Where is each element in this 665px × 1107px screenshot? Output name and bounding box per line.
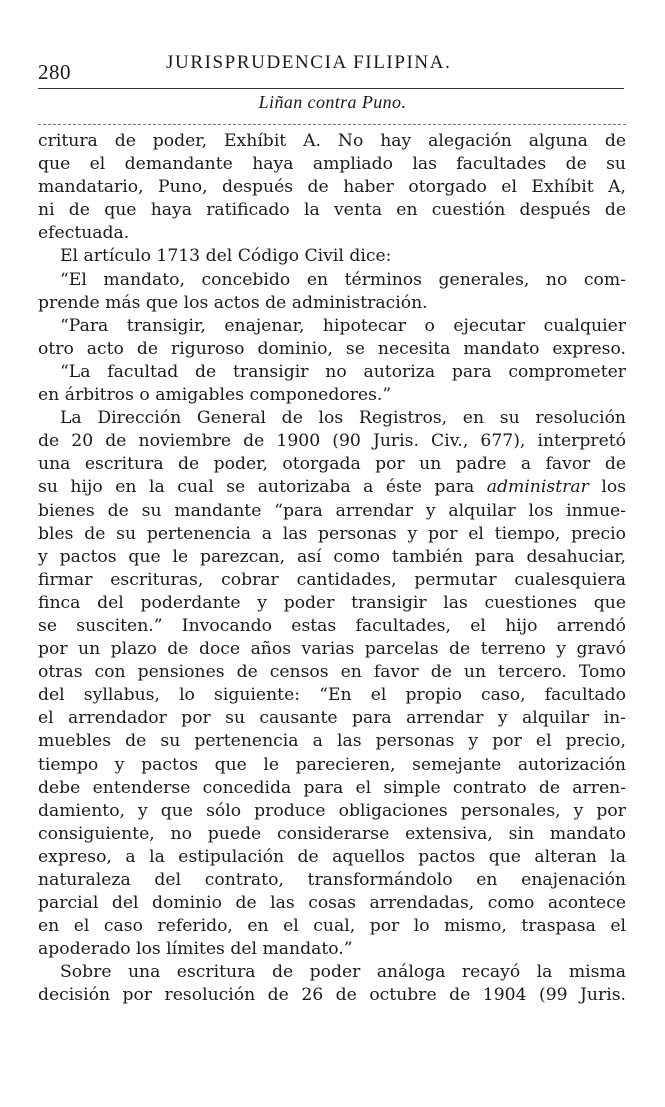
text-line: naturaleza del contrato, transformándolo en enajenación [38,870,626,890]
text-line: expreso, a la estipulación de aquellos pactos que alteran la [38,846,626,867]
text-line: decisión por resolución de 26 de octubre de 1904 (99 Juris. [38,985,626,1006]
text-line: Sobre una escritura de poder análoga recayó la misma [60,962,626,983]
text-line: del syllabus, lo siguiente: “En el propio caso, facultado [38,685,626,706]
text-line: finca del poderdante y poder transigir las cuestiones que [38,592,626,613]
text-line: en árbitros o amigables componedores.” [38,385,392,406]
text-line [38,476,626,499]
text-line: damiento, y que sólo produce obligaciones personales, y por [38,800,626,821]
text-line: otras con pensiones de censos en favor de un tercero. Tomo [38,662,626,683]
text-line: que el demandante haya ampliado las facultades de su [38,154,626,175]
text-line: en el caso referido, en el cual, por lo mismo, traspasa el [38,916,626,937]
text-line: apoderado los límites del mandato.” [38,939,353,960]
text-line: debe entenderse concedida para el simple contrato de arren- [38,777,626,798]
text-line: parcial del dominio de las cosas arrendadas, como acontece [38,893,626,914]
body-text [38,130,626,1008]
text-segment: su hijo en la cual se autorizaba a éste para [38,477,475,498]
running-head [38,52,628,86]
text-line: El artículo 1713 del Código Civil dice: [60,246,392,267]
text-line: “Para transigir, enajenar, hipotecar o ejecutar cualquier [60,315,626,336]
text-line: efectuada. [38,223,130,244]
text-line: muebles de su pertenencia a las personas y por el precio, [38,731,626,752]
text-line: por un plazo de doce años varias parcelas de terreno y gravó [38,639,626,660]
text-line: bles de su pertenencia a las personas y por el tiempo, precio [38,523,626,544]
text-segment: los [601,477,627,498]
text-line: y pactos que le parezcan, así como también para desahuciar, [38,546,626,567]
text-line: ni de que haya ratificado la venta en cuestión después de [38,200,626,221]
text-line: de 20 de noviembre de 1900 (90 Juris. Civ., 677), interpretó [38,431,626,452]
case-title-rule [38,124,626,125]
text-line: “La facultad de transigir no autoriza para comprometer [60,361,626,382]
text-line: critura de poder, Exhíbit A. No hay alegación alguna de [38,131,626,151]
header-rule [38,88,624,89]
journal-title: JURISPRUDENCIA FILIPINA. [166,52,452,73]
text-line: prende más que los actos de administración. [38,292,428,313]
text-line: otro acto de riguroso dominio, se necesita mandato expreso. [38,338,626,359]
text-line: se susciten.” Invocando estas facultades, el hijo arrendó [38,615,626,636]
text-line: La Dirección General de los Registros, en su resolución [60,408,626,429]
text-line: el arrendador por su causante para arrendar y alquilar in- [38,708,626,729]
italic-term: administrar [486,477,589,498]
page-number: 280 [38,60,71,84]
text-line: mandatario, Puno, después de haber otorgado el Exhíbit A, [38,177,626,198]
text-line: tiempo y pactos que le parecieren, semejante autorización [38,754,626,775]
text-line: “El mandato, concebido en términos generales, no com- [60,269,626,290]
text-line: consiguiente, no puede considerarse extensiva, sin mandato [38,823,626,844]
text-line: bienes de su mandante “para arrendar y alquilar los inmue- [38,500,626,521]
case-title: Liñan contra Puno. [258,92,407,112]
text-line: firmar escrituras, cobrar cantidades, permutar cualesquiera [38,569,626,590]
text-line: una escritura de poder, otorgada por un padre a favor de [38,454,626,475]
